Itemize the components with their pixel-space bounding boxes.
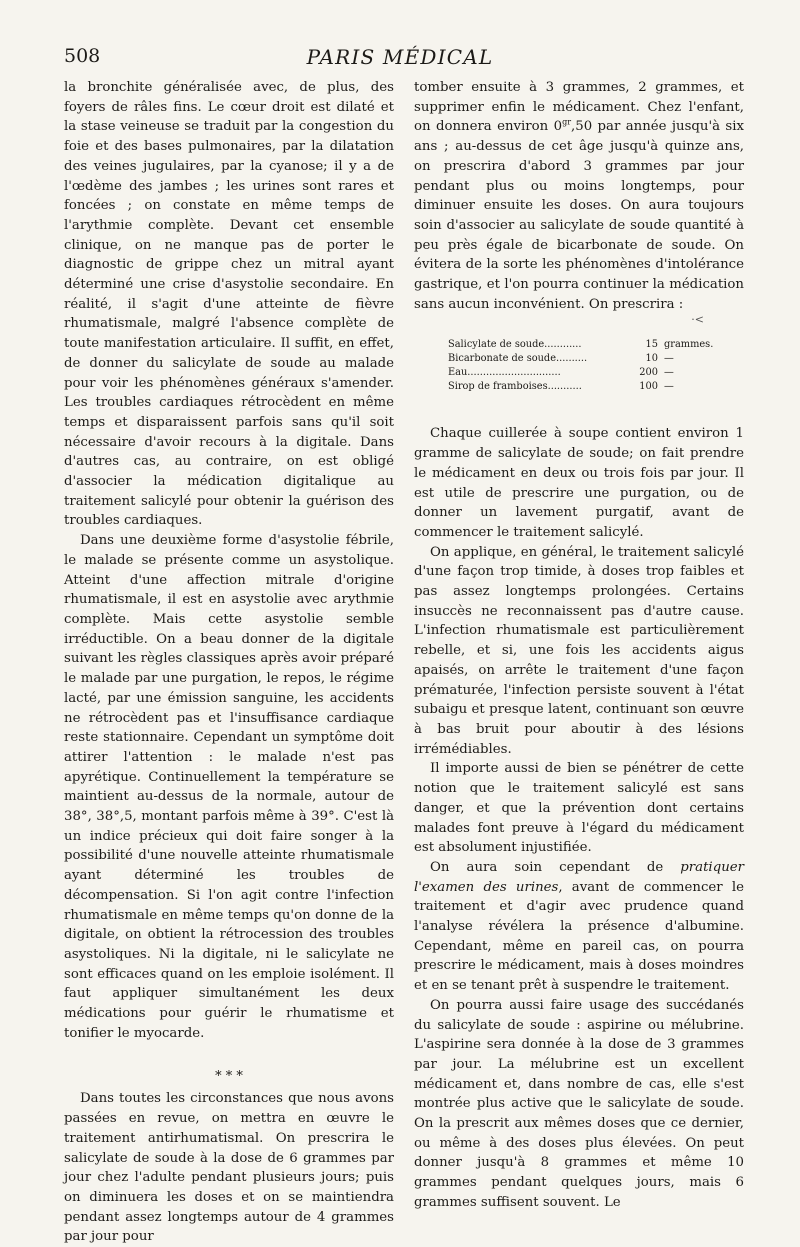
- ingredient-name: Sirop de framboises...........: [448, 381, 582, 393]
- pen-mark-decoration: ·<: [691, 313, 704, 327]
- right-paragraph-4: Il importe aussi de bien se pénétrer de cette notion que le traitement salicylé est sans danger, et que la prévention dont certains malades font preuve à l'égard du médicament est absolument injustifiée.: [414, 761, 744, 856]
- left-paragraph-3: Dans toutes les circonstances que nous avons passées en revue, on mettra en œuvre le traitement antirhumatismal. On prescrira le salicylate de soude à la dose de 6 grammes par jour chez l'adulte pendant plusieurs jours; puis on diminuera les doses et on se maintiendra pendant assez longtemps autour de 4 grammes par jour pour: [64, 1091, 394, 1245]
- ingredient-unit: —: [664, 367, 674, 379]
- text-run: tomber ensuite à 3 grammes, 2 grammes, et supprimer enfin le médicament. Chez l'enfant, on donnera environ 0: [414, 80, 744, 135]
- ingredient-quantity: 15: [645, 339, 658, 351]
- left-column: [64, 78, 394, 1247]
- superscript-unit: gr: [562, 117, 572, 127]
- prescription-row: [448, 338, 718, 352]
- ingredient-name: Bicarbonate de soude..........: [448, 353, 588, 365]
- right-column: [414, 78, 744, 1213]
- page-number: 508: [64, 45, 101, 67]
- ingredient-unit: —: [664, 381, 674, 393]
- asterism: * * *: [215, 1069, 243, 1085]
- right-paragraph-3: On applique, en général, le traitement salicylé d'une façon trop timide, à doses trop faibles et pas assez longtemps prolongées. Certains insuccès ne reconnaissent pas d'autre cause. L'infection rhumatismale est particulièrement rebelle, et si, une fois les accidents aigus apaisés, on arrête le traitement d'une façon prématurée, l'infection persiste souvent à l'état subaigu et presque latent, continuant son œuvre à bas bruit pour aboutir à des lésions irrémédiables.: [414, 544, 744, 757]
- left-paragraph-2: Dans une deuxième forme d'asystolie fébrile, le malade se présente comme un asystolique. Atteint d'une affection mitrale d'origine rhumatismale, il est en asystolie avec arythmie complète. Mais cette asystolie semble irréductible. On a beau donner de la digitale suivant les règles classiques après avoir préparé le malade par une purgation, le repos, le régime lacté, par une émission sanguine, les accidents ne rétrocèdent pas et l'insuffisance cardiaque reste stationnaire. Cependant un symptôme doit attirer l'attention : le malade n'est pas apyrétique. Continuellement la température se maintient au-dessus de la normale, autour de 38°, 38°,5, montant parfois même à 39°. C'est là un indice précieux qui doit faire songer à la possibilité d'une nouvelle atteinte rhumatismale ayant déterminé les troubles de décompensation. Si l'on agit contre l'infection rhumatismale en même temps qu'on donne de la digitale, on obtient la rétrocession des troubles asystoliques. Ni la digitale, ni le salicylate ne sont efficaces quand on les emploie isolément. Il faut appliquer simultanément les deux médications pour guérir le rhumatisme et tonifier le myocarde.: [64, 533, 394, 1041]
- ingredient-quantity: 10: [645, 353, 658, 365]
- right-paragraph-5: [414, 858, 744, 996]
- journal-title: PARIS MÉDICAL: [306, 45, 494, 69]
- ingredient-unit: grammes.: [664, 339, 714, 351]
- text-run: On aura soin cependant de: [430, 859, 681, 875]
- text-run: ,50 par année jusqu'à six ans ; au-dessus de cet âge jusqu'à quinze ans, on prescrira d'abord 3 grammes par jour pendant plus ou moins longtemps, pour diminuer ensuite les doses. On aura toujours soin d'associer au salicylate de soude quantité à peu près égale de bicarbonate de soude. On évitera de la sorte les phénomènes d'intolérance gastrique, et l'on pourra continuer la médication sans aucun inconvénient. On prescrira :: [414, 119, 744, 312]
- right-paragraph-6: On pourra aussi faire usage des succédanés du salicylate de soude : aspirine ou mélubrine. L'aspirine sera donnée à la dose de 3 grammes par jour. La mélubrine est un excellent médicament et, dans nombre de cas, elle s'est montrée plus active que le salicylate de soude. On la prescrit aux mêmes doses que ce dernier, ou même à des doses plus élevées. On peut donner jusqu'à 8 grammes et même 10 grammes pendant quelques jours, mais 6 grammes suffisent souvent. Le: [414, 997, 744, 1210]
- section-separator: [64, 1071, 394, 1083]
- prescription-row: [448, 352, 718, 366]
- prescription-row: [448, 380, 718, 394]
- ingredient-quantity: 200: [639, 367, 658, 379]
- ingredient-name: Salicylate de soude............: [448, 339, 582, 351]
- ingredient-name: Eau..............................: [448, 367, 561, 379]
- right-paragraph-2: Chaque cuillerée à soupe contient environ 1 gramme de salicylate de soude; on fait prendre le médicament en deux ou trois fois par jour. Il est utile de prescrire une purgation, ou de donner un lavement purgatif, avant de commencer le traitement salicylé.: [414, 426, 744, 540]
- ingredient-unit: —: [664, 353, 674, 365]
- emphasis-text: pratiquer l'examen des urines: [414, 859, 744, 895]
- right-paragraph-1: [414, 78, 744, 314]
- left-paragraph-1: la bronchite généralisée avec, de plus, des foyers de râles fins. Le cœur droit est dilaté et la stase veineuse se traduit par la congestion du foie et des bases pulmonaires, par la dilatation des veines jugulaires, par la cyanose; il y a de l'œdème des jambes ; les urines sont rares et foncées ; on constate en même temps de l'arythmie complète. Devant cet ensemble clinique, on ne manque pas de porter le diagnostic de grippe chez un mitral ayant déterminé une crise d'asystolie secondaire. En réalité, il s'agit d'une atteinte de fièvre rhumatismale, malgré l'absence complète de toute manifestation articulaire. Il suffit, en effet, de donner du salicylate de soude au malade pour voir les phénomènes généraux s'amender. Les troubles cardiaques rétrocèdent en même temps et disparaissent parfois sans qu'il soit nécessaire d'avoir recours à la digitale. Dans d'autres cas, au contraire, on est obligé d'associer la médication digitalique au traitement salicylé pour obtenir la guérison des troubles cardiaques.: [64, 80, 394, 529]
- prescription-row: [448, 366, 718, 380]
- ingredient-quantity: 100: [639, 381, 658, 393]
- text-run: , avant de commencer le traitement et d'agir avec prudence quand l'analyse révélera la présence d'albumine. Cependant, même en pareil cas, on pourra prescrire le médicament, mais à doses moindres et en se tenant prêt à suspendre le traitement.: [414, 879, 744, 994]
- prescription-table: [448, 338, 718, 394]
- page-header: [0, 0, 800, 80]
